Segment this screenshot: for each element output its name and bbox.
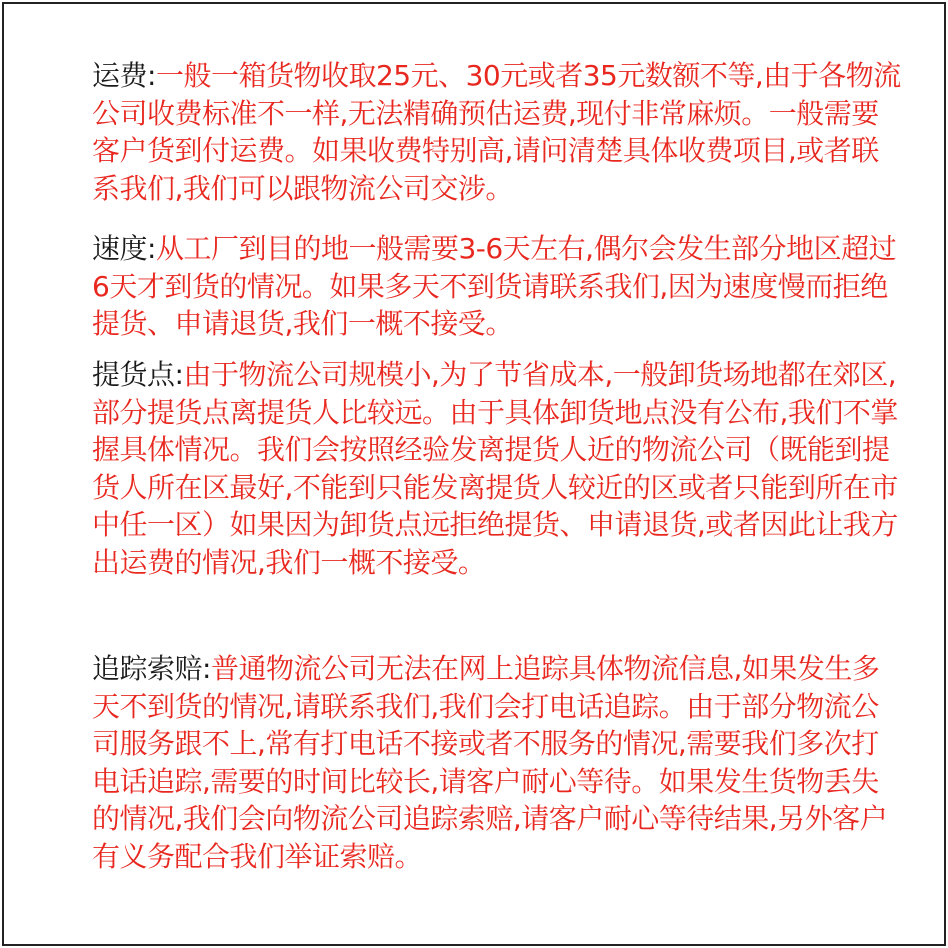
tracking-text: 普通物流公司无法在网上追踪具体物流信息,如果发生多天不到货的情况,请联系我们,我们会打电话追踪。由于部分物流公司服务跟不上,常有打电话不接或者不服务的情况,需要我们多次打电话追踪,需要的时间比较长,请客户耐心等待。如果发生货物丢失的情况,我们会向物流公司追踪索赔,请客户耐心等待结果,另外客户有义务配合我们举证索赔。 <box>92 652 888 873</box>
speed-label: 速度: <box>92 232 156 265</box>
pickup-section <box>92 356 902 581</box>
freight-text: 一般一箱货物收取25元、30元或者35元数额不等,由于各物流公司收费标准不一样,无法精确预估运费,现付非常麻烦。一般需要客户货到付运费。如果收费特别高,请问清楚具体收费项目,或者联系我们,我们可以跟物流公司交涉。 <box>92 59 901 205</box>
notice-frame <box>2 2 946 946</box>
pickup-label: 提货点: <box>92 358 184 391</box>
freight-label: 运费: <box>92 59 156 92</box>
tracking-label: 追踪索赔: <box>92 652 211 685</box>
tracking-section <box>92 650 902 875</box>
speed-text: 从工厂到目的地一般需要3-6天左右,偶尔会发生部分地区超过6天才到货的情况。如果多天不到货请联系我们,因为速度慢而拒绝提货、申请退货,我们一概不接受。 <box>92 232 897 340</box>
speed-section <box>92 230 902 343</box>
freight-section <box>92 57 902 207</box>
pickup-text: 由于物流公司规模小,为了节省成本,一般卸货场地都在郊区,部分提货点离提货人比较远。由于具体卸货地点没有公布,我们不掌握具体情况。我们会按照经验发离提货人近的物流公司（既能到提货人所在区最好,不能到只能发离提货人较近的区或者只能到所在市中任一区）如果因为卸货点远拒绝提货、申请退货,或者因此让我方出运费的情况,我们一概不接受。 <box>92 358 898 579</box>
